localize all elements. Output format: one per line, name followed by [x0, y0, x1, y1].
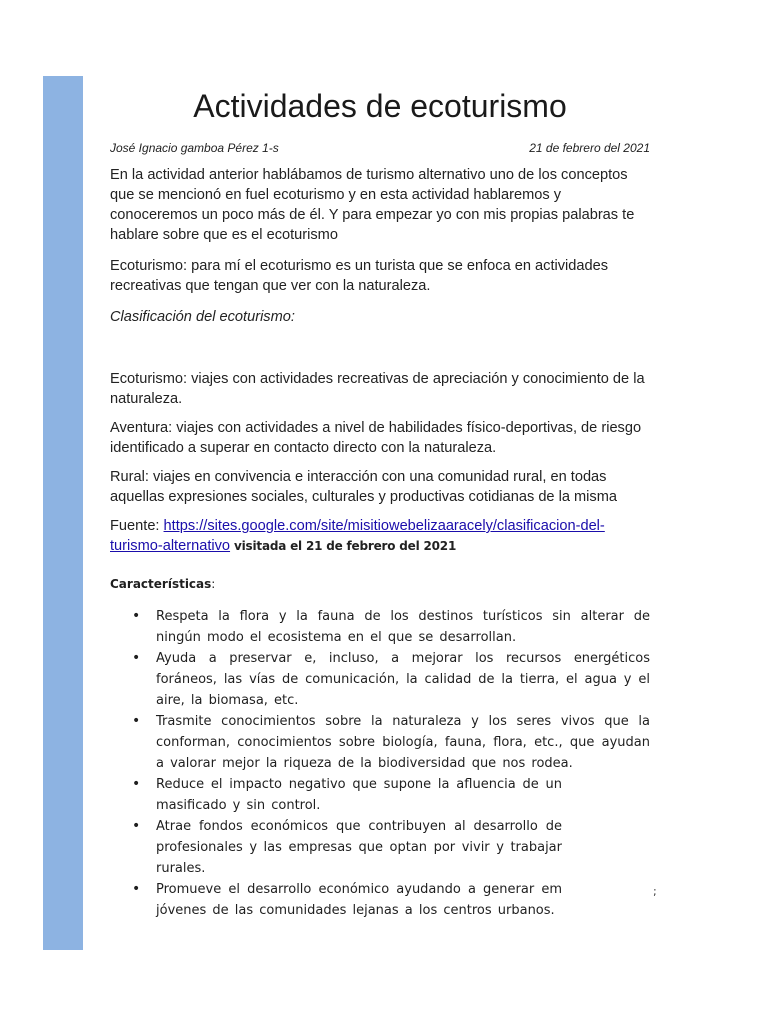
bullet-icon: •: [132, 650, 141, 666]
decorative-side-bar: [43, 76, 83, 950]
intro-paragraph: En la actividad anterior hablábamos de turismo alternativo uno de los conceptos que se mencionó en fuel ecoturismo y en esta actividad hablaremos y conoceremos un poco más de él. Y para empezar yo con mis propias palabras te hablare sobre que es el ecoturismo: [110, 167, 635, 243]
caracteristicas-heading: [110, 576, 650, 592]
list-item: [110, 606, 650, 648]
caracteristicas-label: Características: [110, 577, 212, 591]
list-item-text: Promueve el desarrollo económico ayudando a generar em jóvenes de las comunidades lejanas a los centros urbanos.: [156, 882, 562, 918]
list-item: [110, 774, 562, 816]
list-item-text: Atrae fondos económicos que contribuyen al desarrollo de profesionales y las empresas que optan por vivir y trabajar rurales.: [156, 819, 562, 876]
list-item-text: Respeta la flora y la fauna de los destinos turísticos sin alterar de ningún modo el ecosistema en el que se desarrollan.: [156, 609, 650, 645]
bullet-icon: •: [132, 713, 141, 729]
ecoturismo-definition: Ecoturismo: para mí el ecoturismo es un turista que se enfoca en actividades recreativas que tengan que ver con la naturaleza.: [110, 258, 609, 294]
caracteristicas-list: [110, 606, 650, 921]
document-title: Actividades de ecoturismo: [193, 88, 567, 124]
clasificacion-heading: Clasificación del ecoturismo:: [110, 309, 295, 325]
author-line: José Ignacio gamboa Pérez 1-s: [110, 141, 279, 155]
source-paragraph: [110, 516, 650, 556]
list-item: [110, 648, 650, 711]
bullet-icon: •: [132, 608, 141, 624]
clasificacion-ecoturismo: Ecoturismo: viajes con actividades recreativas de apreciación y conocimiento de la naturaleza.: [110, 371, 645, 407]
clasificacion-aventura: Aventura: viajes con actividades a nivel de habilidades físico-deportivas, de riesgo identificado a superar en contacto directo con la naturaleza.: [110, 420, 642, 456]
bullet-icon: •: [132, 818, 141, 834]
source-label: Fuente:: [110, 518, 164, 534]
caracteristicas-colon: :: [211, 577, 216, 591]
date-line: 21 de febrero del 2021: [529, 141, 650, 155]
stray-mark: ;: [653, 885, 657, 898]
bullet-icon: •: [132, 776, 141, 792]
source-visited-date: visitada el 21 de febrero del 2021: [230, 539, 457, 553]
list-item-text: Trasmite conocimientos sobre la naturaleza y los seres vivos que la conforman, conocimientos sobre biología, fauna, flora, etc., que ayudan a valorar mejor la riqueza de la biodiversidad que nos rodea.: [156, 714, 650, 771]
list-item-text: Ayuda a preservar e, incluso, a mejorar los recursos energéticos foráneos, las vías de comunicación, la calidad de la tierra, el agua y el aire, la biomasa, etc.: [156, 651, 650, 708]
document-body: [110, 84, 650, 921]
bullet-icon: •: [132, 881, 141, 897]
document-meta: [110, 140, 650, 156]
source-link[interactable]: https://sites.google.com/site/misitiowebelizaaracely/clasificacion-del-turismo-alternativo: [110, 518, 605, 554]
clasificacion-rural: Rural: viajes en convivencia e interacción con una comunidad rural, en todas aquellas expresiones sociales, culturales y productivas cotidianas de la misma: [110, 469, 617, 505]
list-item: [110, 816, 562, 879]
list-item: [110, 879, 562, 921]
list-item-text: Reduce el impacto negativo que supone la afluencia de un masificado y sin control.: [156, 777, 562, 813]
list-item: [110, 711, 650, 774]
